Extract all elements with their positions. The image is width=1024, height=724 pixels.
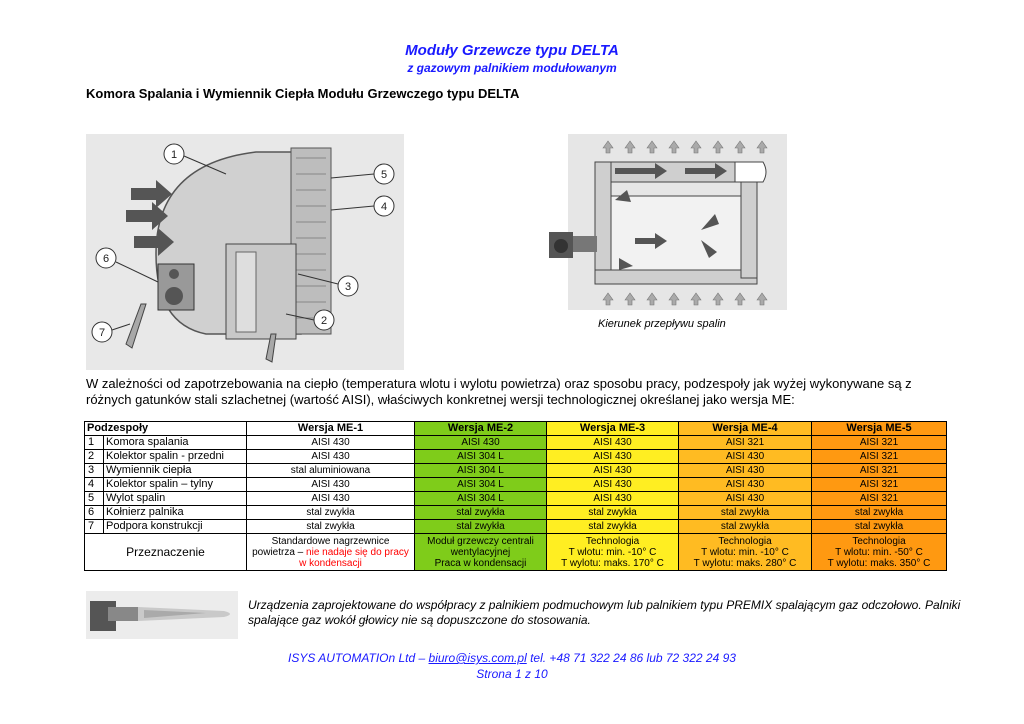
- callout-7: 7: [98, 327, 106, 339]
- section-heading: Komora Spalania i Wymiennik Ciepła Modułu Grzewczego typu DELTA: [86, 86, 520, 101]
- footer-company: ISYS AUTOMATIOn Ltd –: [288, 651, 426, 665]
- table-row: [85, 436, 947, 450]
- materials-table: [84, 421, 947, 571]
- table-row: [85, 492, 947, 506]
- callout-2: 2: [320, 315, 328, 327]
- header-components: Podzespoły: [85, 422, 247, 436]
- cell-me4: stal zwykła: [679, 506, 812, 520]
- footer-phone: tel. +48 71 322 24 86 lub 72 322 24 93: [530, 651, 736, 665]
- header-me1: Wersja ME-1: [247, 422, 415, 436]
- row-number: 6: [85, 506, 104, 520]
- cell-me1: stal aluminiowana: [247, 464, 415, 478]
- header-me5: Wersja ME-5: [812, 422, 947, 436]
- row-number: 3: [85, 464, 104, 478]
- row-number: 4: [85, 478, 104, 492]
- callout-1: 1: [170, 149, 178, 161]
- cell-me2: stal zwykła: [415, 506, 547, 520]
- callout-4: 4: [380, 201, 388, 213]
- row-number: 5: [85, 492, 104, 506]
- cell-me2: AISI 304 L: [415, 478, 547, 492]
- row-number: 2: [85, 450, 104, 464]
- component-name: Podpora konstrukcji: [104, 520, 247, 534]
- row-number: 1: [85, 436, 104, 450]
- component-name: Wylot spalin: [104, 492, 247, 506]
- component-name: Komora spalania: [104, 436, 247, 450]
- purpose-me2-line3: Praca w kondensacji: [434, 557, 527, 569]
- cell-me2: AISI 304 L: [415, 464, 547, 478]
- chamber-exchanger-drawing: [86, 134, 404, 370]
- cell-me5: AISI 321: [812, 450, 947, 464]
- table-header-row: [85, 422, 947, 436]
- purpose-me4: [679, 534, 812, 571]
- cell-me2: AISI 430: [415, 436, 547, 450]
- cell-me3: stal zwykła: [547, 506, 679, 520]
- purpose-me1: [247, 534, 415, 571]
- purpose-me5-line2: T wlotu: min. -50° C: [835, 546, 923, 558]
- cell-me1: stal zwykła: [247, 520, 415, 534]
- row-number: 7: [85, 520, 104, 534]
- cell-me3: AISI 430: [547, 436, 679, 450]
- callout-5: 5: [380, 169, 388, 181]
- cell-me1: AISI 430: [247, 492, 415, 506]
- cell-me2: stal zwykła: [415, 520, 547, 534]
- header-me4: Wersja ME-4: [679, 422, 812, 436]
- cell-me5: AISI 321: [812, 492, 947, 506]
- table-row: [85, 478, 947, 492]
- purpose-me5-line1: Technologia: [852, 535, 906, 547]
- cell-me3: AISI 430: [547, 478, 679, 492]
- cell-me5: AISI 321: [812, 464, 947, 478]
- cell-me5: stal zwykła: [812, 506, 947, 520]
- header-me2: Wersja ME-2: [415, 422, 547, 436]
- burner-compatibility-note: Urządzenia zaprojektowane do współpracy z palnikiem podmuchowym lub palnikiem typu PREMIX spalającym gaz odczołowo. Palniki spalające gaz wokół głowicy nie są dopuszczone do stosowania.: [248, 598, 961, 627]
- purpose-me3-line3: T wylotu: maks. 170° C: [561, 557, 664, 569]
- callout-3: 3: [344, 281, 352, 293]
- component-name: Kolektor spalin - przedni: [104, 450, 247, 464]
- figure-caption: Kierunek przepływu spalin: [598, 318, 726, 330]
- footer-contact: [0, 651, 1024, 665]
- cell-me2: AISI 304 L: [415, 450, 547, 464]
- table-row: [85, 450, 947, 464]
- intro-paragraph: W zależności od zapotrzebowania na ciepło (temperatura wlotu i wylotu powietrza) oraz sposobu pracy, podzespoły jak wyżej wykonywane są z różnych gatunków stali szlachetnej (wartość AISI), właściwych konkretnej wersji technologicznej określanej jako wersja ME:: [86, 376, 912, 407]
- component-name: Kolektor spalin – tylny: [104, 478, 247, 492]
- cell-me3: AISI 430: [547, 492, 679, 506]
- callout-6: 6: [102, 253, 110, 265]
- component-name: Wymiennik ciepła: [104, 464, 247, 478]
- purpose-me3: [547, 534, 679, 571]
- purpose-me1-line2: powietrza –: [252, 546, 304, 558]
- purpose-row: [85, 534, 947, 571]
- flue-gas-flow-diagram: [545, 134, 787, 310]
- purpose-me3-line2: T wlotu: min. -10° C: [568, 546, 657, 558]
- cell-me4: AISI 321: [679, 436, 812, 450]
- condensation-warning: nie nadaje się do pracy w kondensacji: [299, 546, 409, 569]
- purpose-me4-line3: T wylotu: maks. 280° C: [693, 557, 797, 569]
- document-subtitle: z gazowym palnikiem modułowanym: [407, 61, 617, 75]
- cell-me5: AISI 321: [812, 436, 947, 450]
- cell-me1: AISI 430: [247, 436, 415, 450]
- header-me3: Wersja ME-3: [547, 422, 679, 436]
- cell-me1: AISI 430: [247, 450, 415, 464]
- cell-me4: AISI 430: [679, 492, 812, 506]
- cell-me5: stal zwykła: [812, 520, 947, 534]
- table-row: [85, 464, 947, 478]
- cell-me4: stal zwykła: [679, 520, 812, 534]
- cell-me2: AISI 304 L: [415, 492, 547, 506]
- document-title: Moduły Grzewcze typu DELTA: [405, 42, 619, 59]
- purpose-me1-line1: Standardowe nagrzewnice: [271, 535, 390, 547]
- table-row: [85, 506, 947, 520]
- purpose-me3-line1: Technologia: [585, 535, 640, 547]
- cell-me3: stal zwykła: [547, 520, 679, 534]
- burner-flame-image: [86, 591, 238, 639]
- purpose-me4-line1: Technologia: [718, 535, 772, 547]
- purpose-me5-line3: T wylotu: maks. 350° C: [827, 557, 931, 569]
- purpose-me4-line2: T wlotu: min. -10° C: [701, 546, 789, 558]
- cell-me4: AISI 430: [679, 478, 812, 492]
- cell-me1: AISI 430: [247, 478, 415, 492]
- cell-me3: AISI 430: [547, 450, 679, 464]
- footer-email-link[interactable]: biuro@isys.com.pl: [428, 651, 527, 665]
- cell-me4: AISI 430: [679, 464, 812, 478]
- page-number: Strona 1 z 10: [476, 667, 548, 681]
- purpose-me2: [415, 534, 547, 571]
- purpose-me2-line1: Moduł grzewczy centrali: [427, 535, 534, 547]
- cell-me4: AISI 430: [679, 450, 812, 464]
- cell-me3: AISI 430: [547, 464, 679, 478]
- cell-me1: stal zwykła: [247, 506, 415, 520]
- purpose-me2-line2: wentylacyjnej: [450, 546, 511, 558]
- purpose-label: Przeznaczenie: [85, 534, 247, 571]
- cell-me5: AISI 321: [812, 478, 947, 492]
- table-row: [85, 520, 947, 534]
- purpose-me5: [812, 534, 947, 571]
- component-name: Kołnierz palnika: [104, 506, 247, 520]
